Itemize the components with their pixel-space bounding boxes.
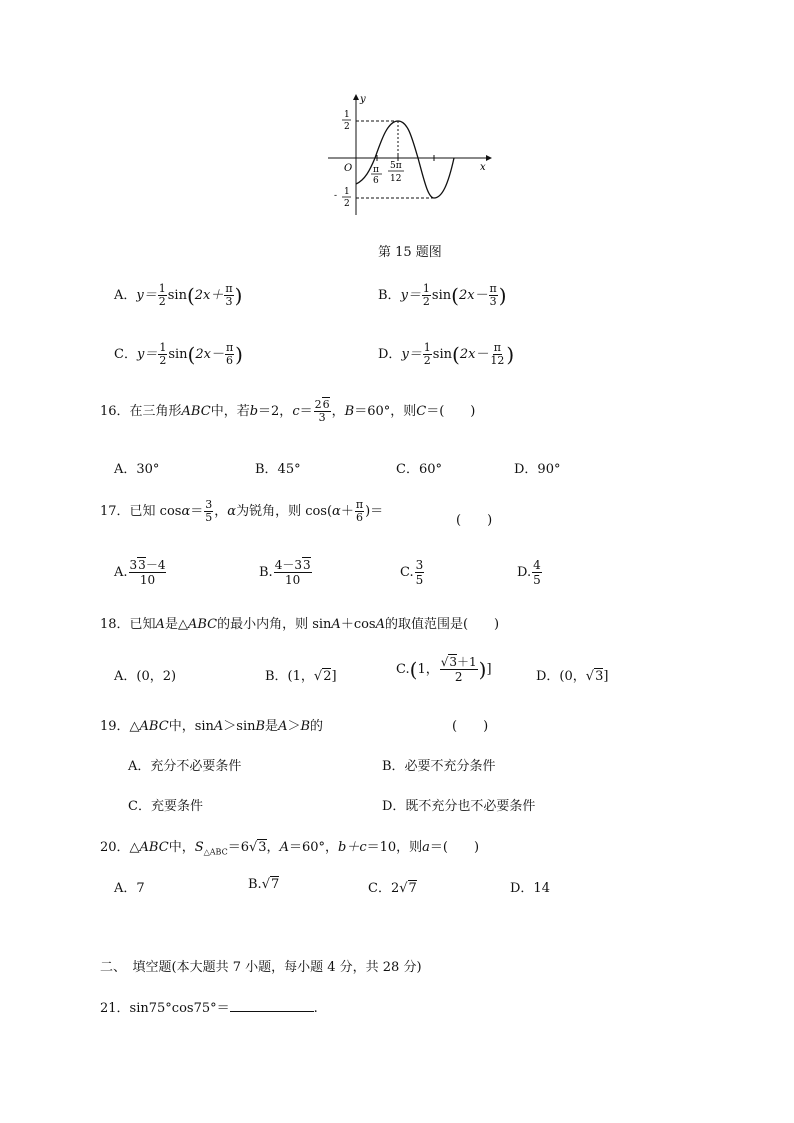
ytick-bottom-sign: - [334, 191, 338, 201]
q19-option-b[interactable]: B．必要不充分条件 [382, 759, 496, 774]
q17-option-a[interactable]: A. $\frac{33-4}{10}$ [114, 558, 166, 587]
q21-stem: 21．sin75°cos75°＝ . [100, 1001, 318, 1016]
q20-option-d[interactable]: D．14 [510, 881, 550, 896]
xtick-1-num: π [373, 165, 379, 175]
q21-answer-blank[interactable] [230, 999, 314, 1012]
q15-option-d[interactable]: D．y＝ $\frac{1}{2}$ sin(2x－ $\frac{\pi}{12}$ ) [378, 341, 515, 367]
q15-option-b[interactable]: B．y＝ $\frac{1}{2}$ sin(2x－ $\frac{\pi}{3}$ ) [378, 282, 507, 308]
x-axis-arrow [486, 155, 492, 161]
q18-option-c[interactable]: C.(1， $\frac{√3+1}{2}$ )] [396, 655, 492, 684]
q20-stem: 20．△ABC中，$S_{\triangle ABC}=6√3$，A＝60°，b＋c＝10，则a＝( ) [100, 840, 480, 857]
y-axis-arrow [353, 94, 359, 100]
q18-option-b[interactable]: B．(1，√2] [265, 669, 337, 684]
ytick-bottom-num: 1 [344, 187, 350, 197]
q19-stem: 19．△ABC中，sinA＞sinB是A＞B的 [100, 719, 324, 734]
q18-stem: 18．已知A是△ABC的最小内角，则 sinA＋cosA的取值范围是( ) [100, 617, 500, 632]
q15-figure-graph [320, 90, 495, 220]
q15-option-c[interactable]: C．y＝ $\frac{1}{2}$ sin(2x－ $\frac{\pi}{6}$ ) [114, 341, 243, 367]
y-axis-label: y [360, 94, 366, 105]
q20-option-c[interactable]: C．2√7 [368, 881, 417, 896]
ytick-top-num: 1 [344, 110, 350, 120]
q18-option-a[interactable]: A．(0，2) [114, 669, 177, 684]
q17-option-b[interactable]: B. $\frac{4-33}{10}$ [259, 558, 311, 587]
q17-option-c[interactable]: C. $\frac{3}{5}$ [400, 558, 424, 587]
q17-stem: 17．已知 cosα＝ $\frac{3}{5}$ ，α为锐角，则 cos(α＋ $\frac{\pi}{6}$ )＝ [100, 498, 384, 524]
xtick-1-den: 6 [373, 176, 379, 186]
q19-answer-paren: ( ) [452, 719, 489, 734]
q16-option-d[interactable]: D．90° [514, 462, 561, 477]
q19-option-d[interactable]: D．既不充分也不必要条件 [382, 799, 536, 814]
q17-answer-paren: ( ) [456, 513, 493, 528]
ytick-top-den: 2 [344, 122, 350, 132]
q16-option-c[interactable]: C．60° [396, 462, 442, 477]
q16-option-b[interactable]: B．45° [255, 462, 301, 477]
q16-stem: 16．在三角形ABC中，若b＝2，c＝ $\frac{26}{3}$ ，B＝60°，则C＝( ) [100, 398, 476, 424]
section-2-title: 二、 填空题(本大题共 7 小题，每小题 4 分，共 28 分) [100, 960, 422, 975]
x-axis-label: x [480, 162, 486, 173]
xtick-2-den: 12 [390, 174, 402, 184]
q19-option-c[interactable]: C．充要条件 [128, 799, 203, 814]
q18-option-d[interactable]: D．(0，√3] [536, 669, 609, 684]
q16-option-a[interactable]: A．30° [114, 462, 160, 477]
sine-curve [356, 121, 454, 198]
q20-option-b[interactable]: B.√7 [248, 877, 280, 892]
ytick-bottom-den: 2 [344, 199, 350, 209]
figure-caption: 第 15 题图 [378, 245, 442, 260]
q15-option-a[interactable]: A．y＝ $\frac{1}{2}$ sin(2x＋ $\frac{\pi}{3}$ ) [114, 282, 243, 308]
xtick-2-num: 5π [390, 161, 402, 171]
q19-option-a[interactable]: A．充分不必要条件 [128, 759, 242, 774]
q17-option-d[interactable]: D. $\frac{4}{5}$ [517, 558, 541, 587]
q20-option-a[interactable]: A．7 [114, 881, 145, 896]
origin-label: O [344, 163, 353, 174]
